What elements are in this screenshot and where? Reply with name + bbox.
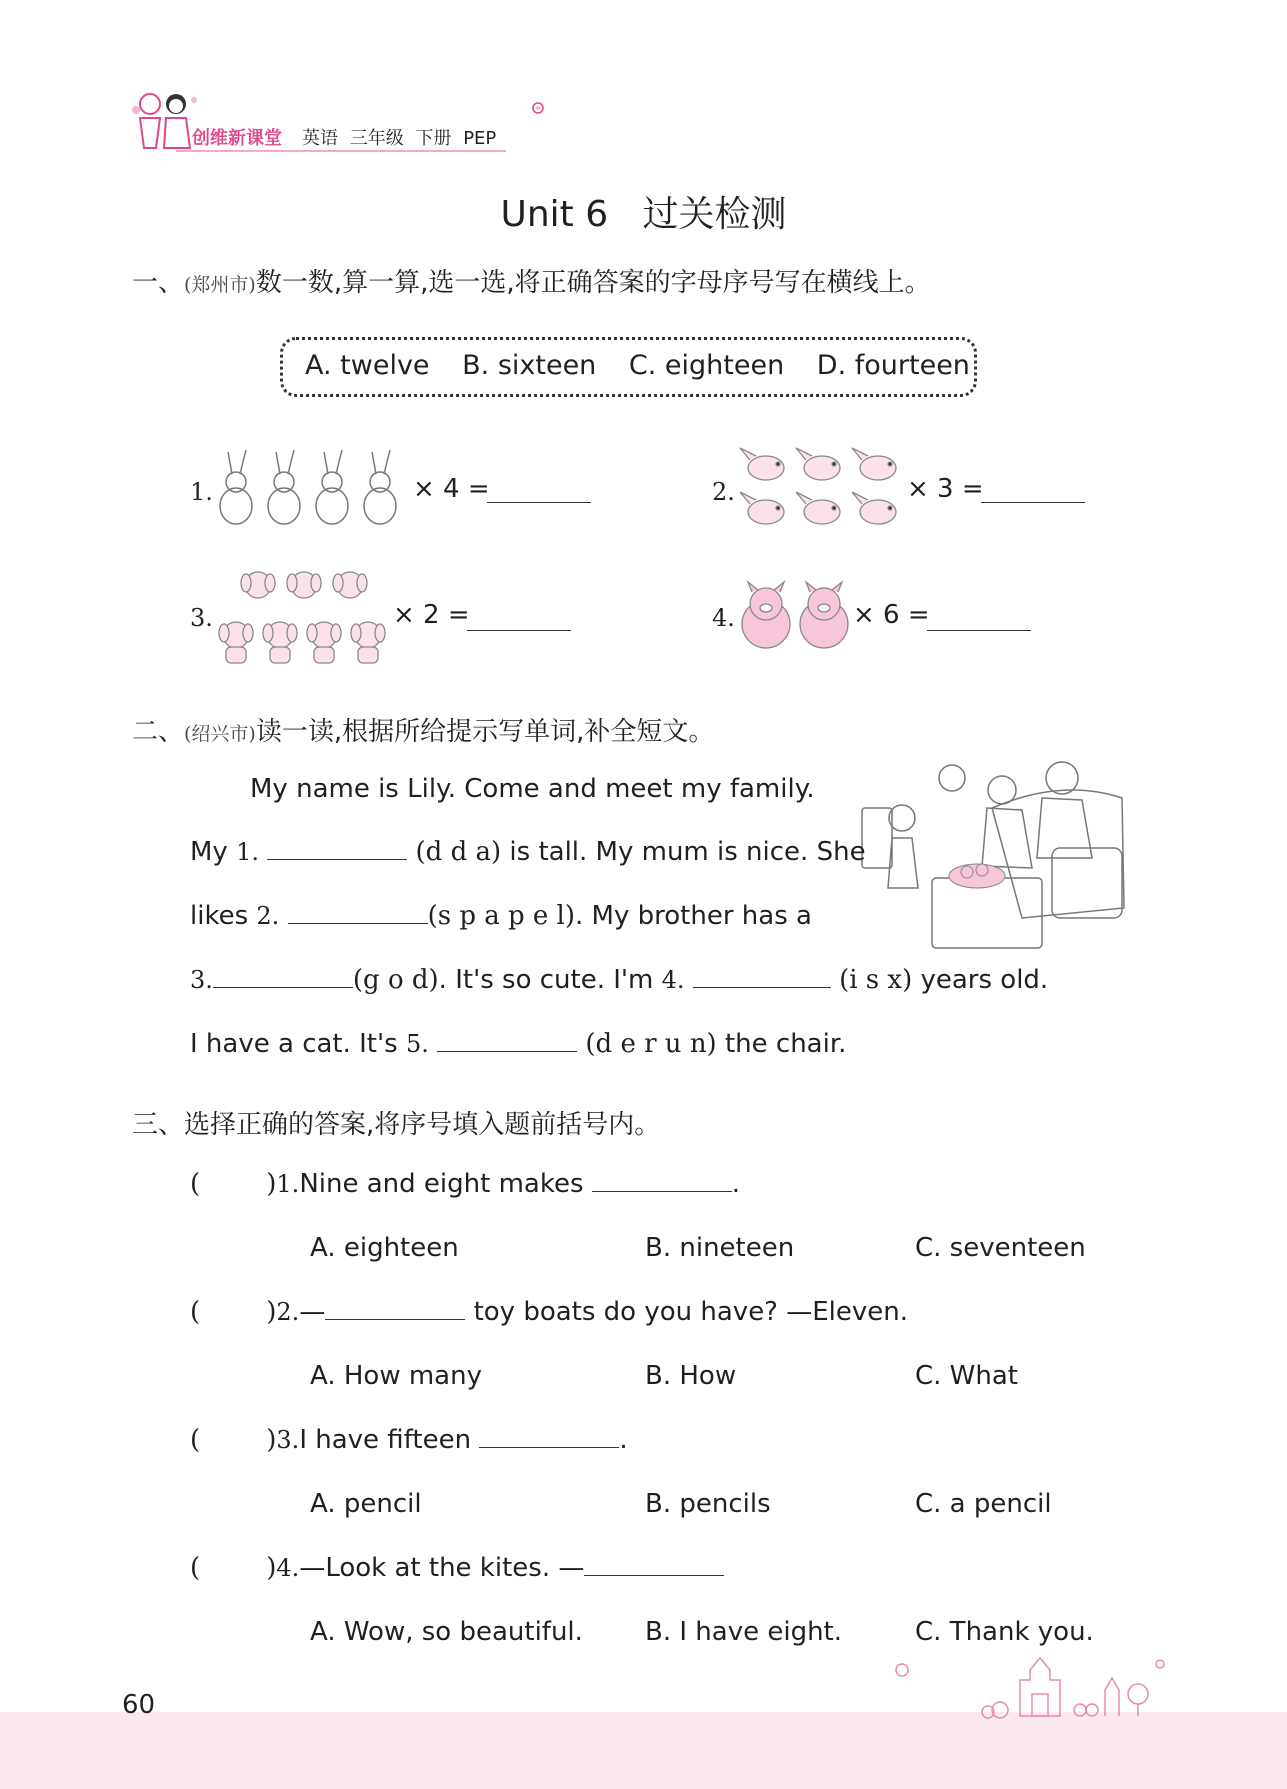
- puppies-picture: [218, 567, 388, 671]
- question-number: 1.: [276, 1170, 300, 1198]
- question-stem: —: [299, 1297, 326, 1327]
- passage-blank-2[interactable]: [288, 923, 428, 924]
- passage-blank-5[interactable]: [437, 1051, 577, 1052]
- question-number: 3.: [276, 1426, 300, 1454]
- q4-answer-blank[interactable]: [927, 630, 1031, 631]
- book-info: [302, 124, 496, 150]
- mc-question-1: [190, 1169, 740, 1199]
- birds-picture: [738, 446, 908, 540]
- q3-number: 3.: [190, 604, 213, 632]
- subject: 英语: [302, 128, 338, 149]
- blank-number-1: 1.: [236, 838, 259, 866]
- passage-line-4: [190, 965, 1048, 995]
- passage-text: years old.: [912, 965, 1049, 995]
- question-end: .: [619, 1425, 628, 1455]
- passage-line-5: [190, 1029, 846, 1059]
- hint-2: (s p a p e l): [427, 901, 576, 931]
- mc-question-2: [190, 1297, 908, 1327]
- choice-a: A. twelve: [305, 350, 430, 381]
- option-c[interactable]: C. Thank you.: [915, 1617, 1094, 1647]
- answer-parentheses[interactable]: ( ): [190, 1169, 277, 1199]
- blank-number-3: 3.: [190, 966, 213, 994]
- passage-text: likes: [190, 901, 257, 931]
- q2-number: 2.: [712, 478, 735, 506]
- header-mascot-illustration: [128, 88, 202, 156]
- option-a[interactable]: A. Wow, so beautiful.: [310, 1617, 583, 1647]
- hint-5: (d e r u n): [585, 1029, 717, 1059]
- header-underline: [176, 150, 506, 152]
- mc-question-4: [190, 1553, 724, 1583]
- q3-answer-blank[interactable]: [467, 630, 571, 631]
- mc-question-3: [190, 1425, 628, 1455]
- section2-number: 二、: [132, 717, 185, 747]
- q1-answer-blank[interactable]: [487, 502, 591, 503]
- q1-multiplier: × 4 =: [413, 474, 490, 504]
- question-number: 4.: [276, 1554, 300, 1582]
- section3-instruction: 选择正确的答案,将序号填入题前括号内。: [184, 1110, 661, 1140]
- brand-name: 创维新课堂: [192, 128, 282, 149]
- q3-multiplier: × 2 =: [393, 600, 470, 630]
- choice-b: B. sixteen: [462, 350, 597, 381]
- section1-heading: [132, 262, 931, 299]
- edition: PEP: [463, 128, 497, 149]
- section3-heading: [132, 1104, 660, 1141]
- passage-line-2: [190, 837, 866, 867]
- question-number: 2.: [276, 1298, 300, 1326]
- section1-number: 一、: [132, 268, 185, 298]
- option-c[interactable]: C. a pencil: [915, 1489, 1052, 1519]
- q1-number: 1.: [190, 478, 213, 506]
- option-b[interactable]: B. How: [645, 1361, 737, 1391]
- option-b[interactable]: B. pencils: [645, 1489, 771, 1519]
- answer-parentheses[interactable]: ( ): [190, 1553, 277, 1583]
- question-stem: Nine and eight makes: [299, 1169, 592, 1199]
- section2-instruction: 读一读,根据所给提示写单词,补全短文。: [255, 717, 715, 747]
- q2-answer-blank[interactable]: [981, 502, 1085, 503]
- page-title: Unit 6 过关检测: [500, 194, 787, 235]
- passage-blank-4[interactable]: [693, 987, 831, 988]
- choice-d: D. fourteen: [816, 350, 970, 381]
- q4-multiplier: × 6 =: [853, 600, 930, 630]
- question-blank: [325, 1319, 465, 1320]
- answer-parentheses[interactable]: ( ): [190, 1425, 277, 1455]
- grade: 三年级: [349, 128, 404, 149]
- passage-line-3: [190, 901, 812, 931]
- passage-text: . It's so cute. I'm: [438, 965, 662, 995]
- section2-heading: [132, 711, 714, 748]
- hint-1: (d d a): [415, 837, 502, 867]
- blank-number-4: 4.: [661, 966, 685, 994]
- passage-text: My: [190, 837, 237, 867]
- question-end: .: [731, 1169, 741, 1199]
- option-b[interactable]: B. nineteen: [645, 1233, 795, 1263]
- hint-3: (g o d): [352, 965, 439, 995]
- question-stem: I have fifteen: [299, 1425, 480, 1455]
- page-number: 60: [122, 1690, 156, 1720]
- passage-text: is tall. My mum is nice. She: [501, 837, 866, 867]
- option-a[interactable]: A. pencil: [310, 1489, 422, 1519]
- passage-blank-1[interactable]: [267, 859, 407, 860]
- castle-decoration-icon: [880, 1650, 1170, 1724]
- choice-c: C. eighteen: [628, 350, 785, 381]
- passage-text: . My brother has a: [575, 901, 812, 931]
- passage-text: I have a cat. It's: [190, 1029, 406, 1059]
- question-stem: —Look at the kites. —: [299, 1553, 585, 1583]
- section1-source: (郑州市): [184, 274, 256, 296]
- blank-number-2: 2.: [256, 902, 280, 930]
- section1-instruction: 数一数,算一算,选一选,将正确答案的字母序号写在横线上。: [255, 268, 931, 298]
- volume: 下册: [415, 128, 452, 149]
- q4-number: 4.: [712, 604, 735, 632]
- section2-source: (绍兴市): [184, 723, 256, 745]
- option-a[interactable]: A. How many: [310, 1361, 482, 1391]
- option-b[interactable]: B. I have eight.: [645, 1617, 843, 1647]
- option-c[interactable]: C. What: [915, 1361, 1018, 1391]
- question-blank: [584, 1575, 724, 1576]
- rabbits-picture: [212, 448, 407, 532]
- passage-text: the chair.: [716, 1029, 847, 1059]
- question-end: toy boats do you have? —Eleven.: [465, 1297, 909, 1327]
- question-blank: [479, 1447, 619, 1448]
- question-blank: [592, 1191, 732, 1192]
- option-c[interactable]: C. seventeen: [915, 1233, 1086, 1263]
- pigs-picture: [740, 582, 855, 656]
- q2-multiplier: × 3 =: [907, 474, 984, 504]
- blank-number-5: 5.: [405, 1030, 429, 1058]
- passage-blank-3[interactable]: [213, 987, 353, 988]
- answer-parentheses[interactable]: ( ): [190, 1297, 277, 1327]
- word-choice-box: [280, 337, 977, 397]
- passage-line-1: My name is Lily. Come and meet my family.: [250, 774, 815, 804]
- flower-icon: [528, 98, 548, 122]
- section3-number: 三、: [132, 1110, 185, 1140]
- hint-4: (i s x): [839, 965, 913, 995]
- family-picture: [862, 748, 1132, 962]
- option-a[interactable]: A. eighteen: [310, 1233, 459, 1263]
